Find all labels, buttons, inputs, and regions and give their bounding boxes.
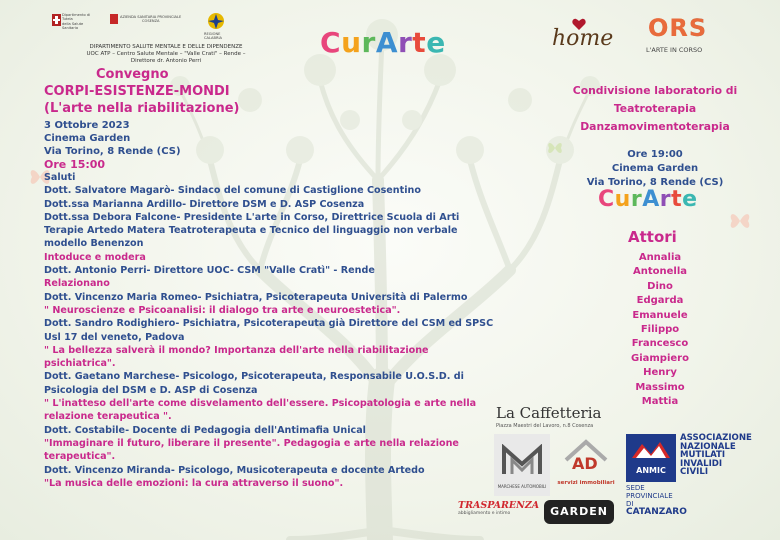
- convegno-section: [44, 66, 494, 490]
- ad-letters: AD: [572, 454, 598, 473]
- home-logo: [552, 18, 618, 56]
- program-line: Dott. Costabile- Docente di Pedagogia dell'Antimafia Unical: [44, 424, 366, 436]
- brand-letter: e: [426, 26, 446, 59]
- brand-letter: A: [642, 187, 660, 212]
- anmic-name: [680, 434, 752, 477]
- asp-logo-icon: [52, 14, 61, 26]
- brand-letter: t: [671, 187, 683, 212]
- brand-letter: C: [320, 26, 342, 59]
- asp-cosenza-logo-icon: [110, 14, 118, 24]
- logo1-line: Dipartimento di Tutela: [62, 13, 91, 22]
- logo1-line: Sanitaria: [62, 26, 79, 31]
- brand-letter: e: [682, 187, 698, 212]
- program-highlight-line: relazione terapeutica ".: [44, 411, 172, 423]
- regione-calabria-emblem-icon: [206, 12, 226, 30]
- program-line: Dott. Antonio Perri- Direttore UOC- CSM "Valle Cratì" - Rende: [44, 265, 375, 277]
- curarte-brand-top: [320, 26, 446, 59]
- actor-name: Edgarda: [636, 295, 684, 307]
- logo2-text: [120, 15, 200, 24]
- garden-logo: [544, 500, 614, 524]
- caffetteria-address: Piazza Maestri del Lavoro, n.8 Cosenza: [496, 423, 594, 429]
- program-line: Saluti: [44, 172, 76, 183]
- actors-title: Attori: [628, 228, 677, 246]
- lab-address: Via Torino, 8 Rende (CS): [586, 177, 724, 188]
- actor-name: Mattia: [641, 396, 679, 408]
- lab-venue: Cinema Garden: [611, 163, 699, 174]
- brand-letter: C: [598, 187, 615, 212]
- actor-name: Massimo: [635, 381, 685, 393]
- anmic-city: CATANZARO: [626, 507, 687, 517]
- program-line: Psicologia del DSM e D. ASP di Cosenza: [44, 384, 258, 396]
- program-highlight-line: "La musica delle emozioni: la cura attraverso il suono".: [44, 477, 344, 489]
- convegno-venue: Cinema Garden: [44, 133, 131, 144]
- anmic-sede: [626, 484, 687, 516]
- program-line: Dott.ssa Marianna Ardillo- Direttore DSM e D. ASP Cosenza: [44, 198, 365, 210]
- caffetteria-name: La Caffetteria: [496, 404, 602, 422]
- anmic-sede-line: PROVINCIALE: [626, 492, 673, 500]
- program-line: Terapie Artedo Matera Teatroterapeuta e Tecnico del linguaggio non verbale: [44, 225, 458, 237]
- program-highlight-line: " La bellezza salverà il mondo? Importanza dell'arte nella riabilitazione: [44, 344, 429, 356]
- brand-letter: t: [412, 26, 427, 59]
- traspa-logo: [458, 500, 540, 526]
- anmic-sede-line: SEDE: [626, 484, 645, 492]
- actor-name: Giampiero: [631, 352, 689, 364]
- department-text: [66, 44, 266, 65]
- lab-title-line: Teatroterapia: [613, 102, 697, 115]
- brand-letter: r: [397, 26, 413, 59]
- actor-name: Dino: [647, 280, 673, 292]
- lab-time: Ore 19:00: [627, 149, 683, 160]
- program-line: Dott. Salvatore Magarò- Sindaco del comune di Castiglione Cosentino: [44, 185, 421, 197]
- program-line: Dott. Gaetano Marchese- Psicologo, Psicoterapeuta, Responsabile U.O.S.D. di: [44, 371, 464, 383]
- anmic-line: CIVILI: [680, 467, 709, 478]
- ad-caption: servizi immobiliari: [557, 480, 615, 486]
- lab-title-line: Danzamovimentoterapia: [580, 120, 730, 133]
- anmic-line: ASSOCIAZIONE: [680, 433, 752, 443]
- curarte-brand-right: [598, 187, 698, 212]
- ors-letters: [648, 14, 707, 42]
- institutional-logos: [52, 10, 252, 68]
- lab-title-line: Condivisione laboratorio di: [572, 84, 738, 97]
- program-line: modello Benenzon: [44, 238, 144, 250]
- convegno-title: CORPI-ESISTENZE-MONDI: [44, 84, 230, 99]
- traspa-name: TRASPARENZA: [458, 500, 540, 511]
- program-line: Dott. Vincenzo Maria Romeo- Psichiatra, Psicoterapeuta Università di Palermo: [44, 291, 468, 303]
- anmic-logo: [626, 434, 776, 524]
- anmic-flag-icon: [632, 440, 670, 462]
- convegno-time: Ore 15:00: [44, 158, 106, 171]
- anmic-line: NAZIONALE: [680, 441, 736, 452]
- dept-line: Direttore dr. Antonio Perri: [130, 58, 202, 64]
- brand-letter: u: [614, 187, 631, 212]
- program-highlight-line: " Neuroscienze e Psicoanalisi: il dialogo tra arte e neuroestetica".: [44, 304, 401, 316]
- dept-line: DIPARTIMENTO SALUTE MENTALE E DELLE DIPENDENZE: [89, 44, 243, 50]
- program-line: Dott. Vincenzo Miranda- Psicologo, Musicoterapeuta e docente Artedo: [44, 464, 425, 476]
- convegno-subtitle: (L'arte nella riabilitazione): [44, 101, 240, 116]
- brand-letter: A: [375, 26, 398, 59]
- actor-name: Annalia: [638, 252, 682, 263]
- marchese-logo: [494, 434, 550, 496]
- program-line: Dott. Sandro Rodighiero- Psichiatra, Psicoterapeuta già Direttore del CSM ed SPSC: [44, 318, 494, 330]
- program-highlight-line: psichiatrica".: [44, 358, 116, 370]
- brand-letter: u: [341, 26, 362, 59]
- program-line: Dott.ssa Debora Falcone- Presidente L'arte in Corso, Direttrice Scuola di Arti: [44, 211, 460, 223]
- program-line: Usl 17 del veneto, Padova: [44, 331, 185, 343]
- program-highlight-line: " L'inatteso dell'arte come disvelamento dell'essere. Psicopatologia e arte nella: [44, 398, 477, 410]
- convegno-label: Convegno: [96, 67, 169, 82]
- home-logo-text: home: [552, 26, 614, 51]
- brand-letter: r: [630, 187, 643, 212]
- logo1-text: [62, 13, 102, 31]
- logo2-line: AZIENDA SANITARIA PROVINCIALE: [120, 15, 182, 19]
- actor-name: Francesco: [631, 338, 689, 350]
- marchese-caption: MARCHESE AUTOMOBILI: [497, 484, 547, 489]
- program-highlight-line: terapeutica".: [44, 451, 116, 463]
- traspa-caption: abbigliamento e intimo: [458, 511, 511, 516]
- anmic-sede-line: DI: [626, 500, 634, 508]
- dept-line: UOC ATP – Centro Salute Mentale – "Valle Crati" – Rende –: [86, 51, 246, 57]
- lab-section: [560, 82, 750, 190]
- convegno-date: 3 Ottobre 2023: [44, 120, 130, 131]
- program-highlight-line: Relazionano: [44, 278, 110, 290]
- program-highlight-line: Intoduce e modera: [44, 251, 146, 263]
- convegno-address: Via Torino, 8 Rende (CS): [44, 146, 181, 157]
- program-list: [44, 171, 494, 490]
- brand-letter: r: [659, 187, 672, 212]
- brand-letter: r: [361, 26, 376, 59]
- actor-name: Antonella: [632, 266, 687, 278]
- logo1-line: della Salute: [62, 21, 84, 26]
- ad-logo: [556, 434, 616, 496]
- actor-name: Emanuele: [632, 309, 688, 321]
- ors-logo-text: ORS: [648, 14, 708, 42]
- anmic-line: INVALIDI: [680, 458, 723, 469]
- actors-list: [610, 251, 710, 409]
- marchese-m-icon: [502, 444, 542, 476]
- program-highlight-line: "Immaginare il futuro, liberare il presente". Pedagogia e arte nella relazione: [44, 437, 459, 449]
- logo2-line: COSENZA: [142, 19, 160, 24]
- garden-name: GARDEN: [550, 505, 608, 518]
- ors-caption: L'ARTE IN CORSO: [646, 46, 703, 54]
- anmic-badge: [626, 434, 676, 482]
- anmic-badge-text: ANMIC: [636, 466, 666, 475]
- actor-name: Filippo: [640, 324, 680, 336]
- anmic-line: MUTILATI: [680, 450, 726, 461]
- actor-name: Henry: [643, 367, 677, 379]
- butterfly-icon: [728, 210, 752, 232]
- ors-logo: [646, 14, 716, 58]
- logo3-text: REGIONE CALABRIA: [204, 32, 222, 41]
- caffetteria-logo: [496, 404, 636, 434]
